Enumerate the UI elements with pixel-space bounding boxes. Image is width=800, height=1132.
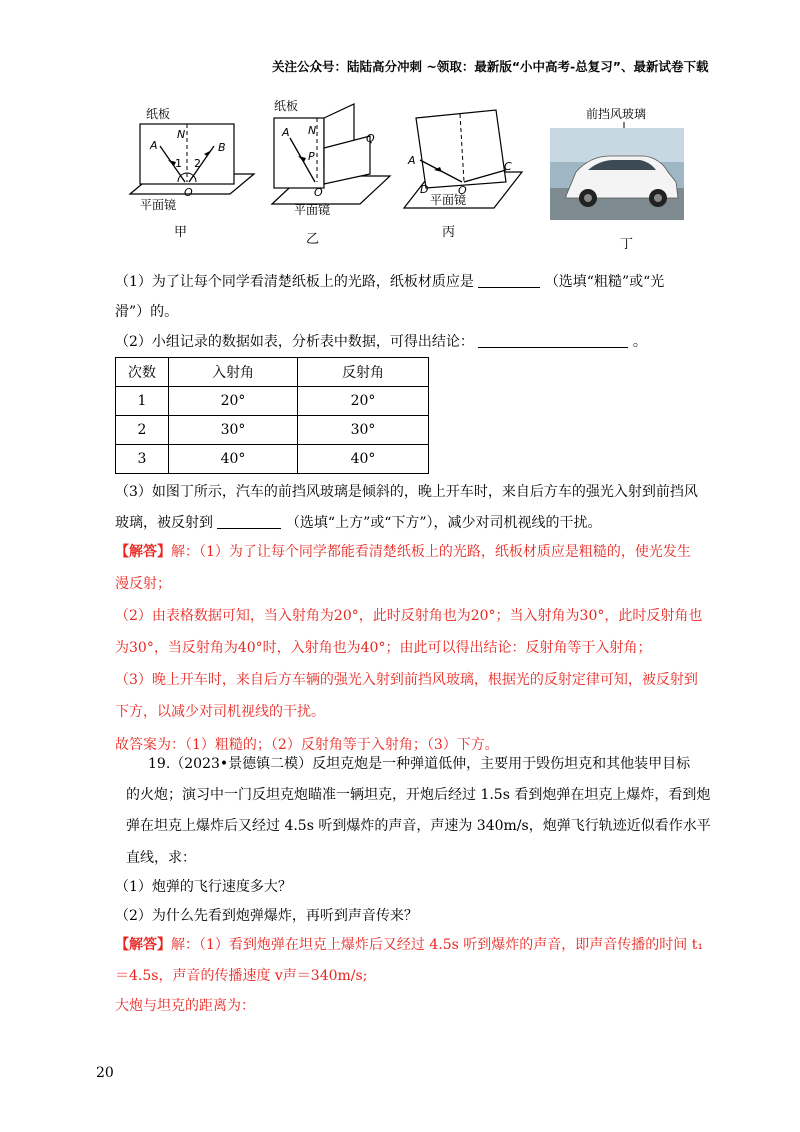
windshield-label: 前挡风玻璃	[586, 107, 647, 121]
table-row: 1 20° 20°	[116, 387, 429, 416]
question-3-cont: 玻璃，被反射到 （选填“上方”或“下方”），减少对司机视线的干扰。	[115, 515, 602, 531]
answer-tag: 【解答】	[115, 544, 171, 560]
data-table	[115, 357, 429, 474]
answer-2-line-1: 【解答】解：（1）看到炮弹在坦克上爆炸后又经过 4.5s 听到爆炸的声音，即声音传播的时间 t₁	[115, 937, 703, 953]
answer-1-line-4: 为30°，当反射角为40°时，入射角也为40°；由此可以得出结论：反射角等于入射角；	[115, 640, 652, 656]
svg-text:A: A	[150, 139, 158, 152]
caption-jia: 甲	[174, 225, 188, 240]
question-1-cont: 滑”）的。	[115, 304, 179, 320]
caption-bing: 丙	[442, 225, 456, 240]
svg-text:A: A	[408, 154, 416, 167]
table-row: 3 40° 40°	[116, 445, 429, 474]
table-row: 2 30° 30°	[116, 416, 429, 445]
yi-board-label: 纸板	[274, 99, 299, 113]
answer-2-line-3: 大炮与坦克的距离为：	[115, 998, 255, 1014]
question-2: （2）小组记录的数据如表，分析表中数据，可得出结论： 。	[115, 334, 647, 350]
figure-bing	[398, 96, 528, 221]
answer-blank-3[interactable]	[217, 514, 281, 529]
question-1: （1）为了让每个同学看清楚纸板上的光路，纸板材质应是 （选填“粗糙”或“光	[115, 274, 665, 290]
page-number: 20	[96, 1065, 114, 1081]
jia-board-label: 纸板	[146, 107, 171, 121]
answer-tag: 【解答】	[115, 937, 171, 953]
question-19-sub-1: （1）炮弹的飞行速度多大？	[115, 879, 292, 895]
question-19-sub-2: （2）为什么先看到炮弹爆炸，再听到声音传来？	[115, 908, 418, 924]
caption-yi: 乙	[306, 232, 320, 247]
answer-blank-1[interactable]	[478, 273, 540, 288]
question-3: （3）如图丁所示，汽车的前挡风玻璃是倾斜的，晚上开车时，来自后方车的强光入射到前挡风	[115, 484, 698, 500]
svg-text:2: 2	[194, 157, 201, 170]
caption-ding: 丁	[620, 237, 634, 252]
svg-text:O: O	[184, 186, 193, 199]
figure-yi	[262, 96, 402, 221]
svg-text:B: B	[218, 141, 226, 154]
svg-text:A: A	[282, 126, 290, 139]
answer-1-line-6: 下方，以减少对司机视线的干扰。	[115, 704, 325, 720]
question-19-line-2: 的火炮；演习中一门反坦克炮瞄准一辆坦克，开炮后经过 1.5s 看到炮弹在坦克上爆炸，看到炮	[126, 787, 711, 803]
svg-text:N: N	[308, 124, 317, 137]
jia-mirror-label: 平面镜	[140, 198, 177, 212]
svg-text:Q: Q	[366, 132, 375, 145]
final-answer-1: 故答案为：（1）粗糙的；（2）反射角等于入射角；（3）下方。	[115, 737, 499, 753]
svg-text:P: P	[308, 150, 315, 163]
answer-1-line-5: （3）晚上开车时，来自后方车辆的强光入射到前挡风玻璃，根据光的反射定律可知，被反射到	[115, 672, 698, 688]
question-19-line-4: 直线，求：	[126, 850, 196, 866]
svg-text:D: D	[420, 183, 429, 196]
svg-text:1: 1	[175, 157, 182, 170]
answer-blank-2[interactable]	[478, 333, 628, 348]
answer-2-line-2: ＝4.5s，声音的传播速度 v声＝340m/s;	[115, 968, 368, 984]
answer-1-line-3: （2）由表格数据可知，当入射角为20°，此时反射角也为20°；当入射角为30°，此时反射角也	[115, 608, 703, 624]
question-19-line-1: 19.（2023•景德镇二模）反坦克炮是一种弹道低伸，主要用于毁伤坦克和其他装甲目标	[148, 756, 691, 772]
table-header-row: 次数 入射角 反射角	[116, 358, 429, 387]
svg-text:C: C	[504, 160, 512, 173]
page-header: 关注公众号：陆陆高分冲刺 ~领取：最新版“小中高考-总复习”、最新试卷下载	[272, 59, 709, 74]
question-19-line-3: 弹在坦克上爆炸后又经过 4.5s 听到爆炸的声音，声速为 340m/s，炮弹飞行轨迹近似看作水平	[126, 818, 711, 834]
svg-text:N: N	[177, 128, 186, 141]
svg-text:O: O	[314, 186, 323, 199]
yi-mirror-label: 平面镜	[294, 203, 331, 217]
figure-ding	[548, 100, 688, 225]
answer-1-line-1: 【解答】解：（1）为了让每个同学都能看清楚纸板上的光路，纸板材质应是粗糙的，使光发生	[115, 544, 691, 560]
figure-jia	[112, 96, 262, 216]
svg-text:O: O	[458, 184, 467, 197]
bing-mirror-label: 平面镜	[430, 193, 467, 207]
answer-1-line-2: 漫反射；	[115, 576, 171, 592]
